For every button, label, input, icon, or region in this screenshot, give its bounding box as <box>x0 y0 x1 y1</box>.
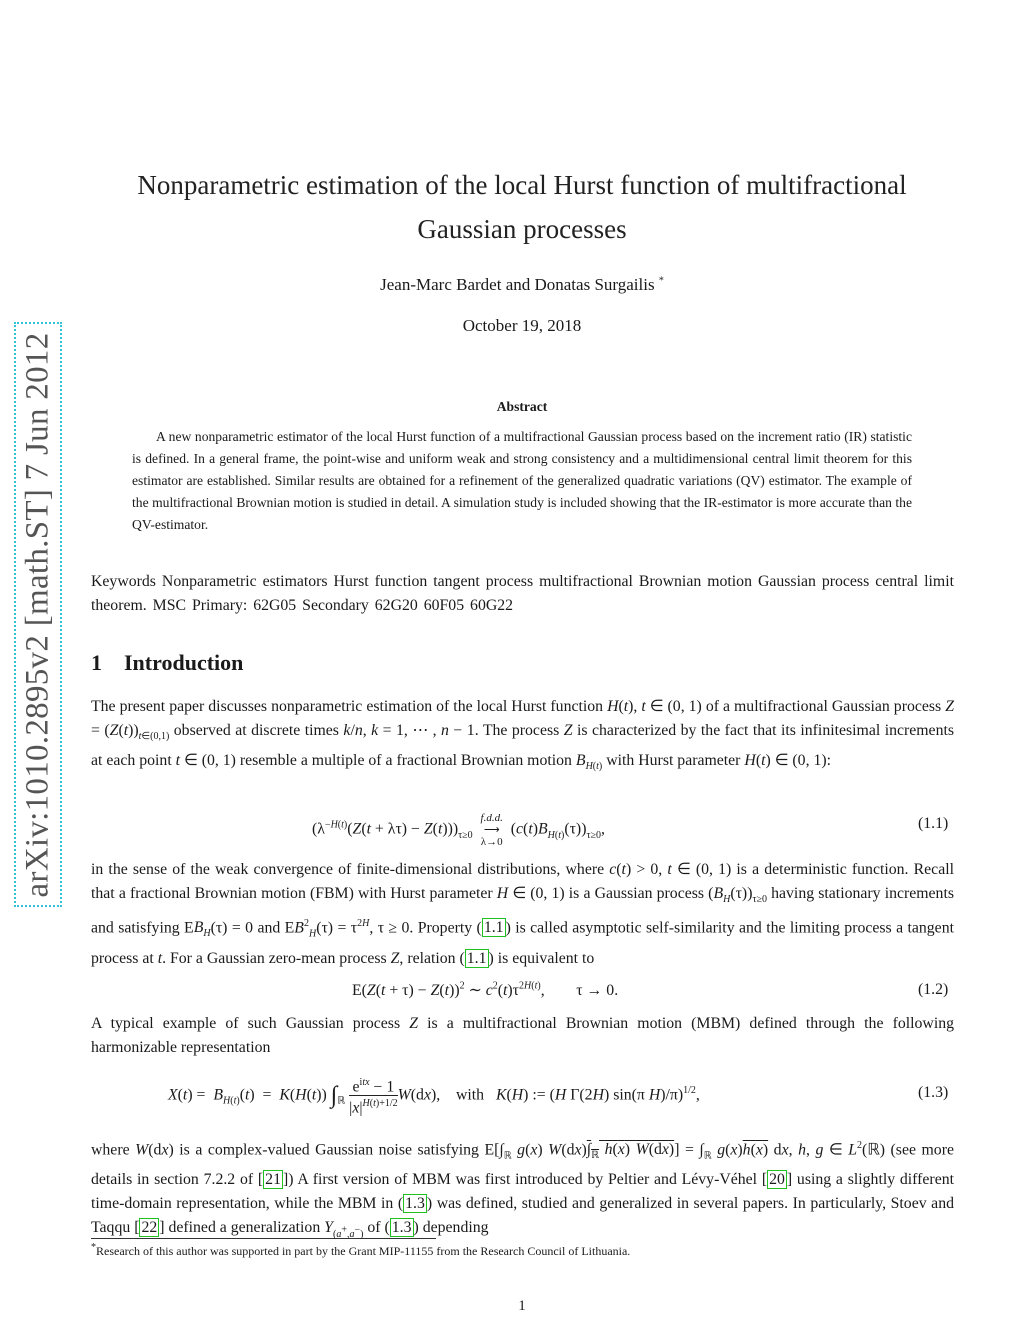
equation-number-1-1: (1.1) <box>918 815 949 832</box>
section-heading <box>91 650 243 676</box>
intro-paragraph-4: where W(dx) is a complex-valued Gaussian noise satisfying $E[\int_ℝ$ g(x) $W(dx)\int_ℝ$ h(x) $W(dx)] = \int_ℝ$ g(x)h(x) dx, h, g ∈ $L^2(ℝ)$ (see more details in section 7.2.2 of [ 21 ]) A first version of MBM was first introduced by Peltier and Lévy-Véhel [ 20 ] using a slightly different time-domain representation, while the MBM in ( 1.3 ) was defined, studied and generalized in several papers. In particularly, Stoev and Taqqu [ 22 ] defined a generalization $Y_{(a^+,a^-)}$ of ( 1.3 ) depending <box>91 1140 954 1240</box>
authors <box>90 275 954 295</box>
equation-number-1-3: (1.3) <box>918 1084 949 1101</box>
date: October 19, 2018 <box>462 316 582 335</box>
footnote <box>91 1242 954 1259</box>
footnote-rule <box>91 1238 436 1239</box>
intro-paragraph-2: in the sense of the weak convergence of finite-dimensional distributions, where c(t) > 0, t ∈ (0, 1) is a deterministic function. Recall that a fractional Brownian motion (FBM) with Hurst parameter H ∈ (0, 1) is a Gaussian process $(B_H(\tau))_{\tau\ge 0}$ having stationary increments and satisfying $EB_H(\tau) = 0$ and $EB^2_H(\tau) = \tau^{2H}$, τ ≥ 0. Property ( 1.1 ) is called asymptotic self-similarity and the limiting process a tangent process at t. For a Gaussian zero-mean process Z, relation ( 1.1 ) is equivalent to <box>91 861 954 967</box>
equation-1-1: $(\lambda^{-H(t)}(Z(t + \lambda\tau) - Z(t)))_{\tau\ge 0}$ f.d.d. ⟶ λ→0 $(c(t)B_{H(t)}(\tau))_{\tau\ge 0}$, <box>312 812 605 848</box>
equation-1-2: $E(Z(t + \tau) - Z(t))^2$ ∼ $c^2(t)\tau^{2H(t)}$, τ → 0. <box>352 980 619 999</box>
keywords: Keywords Nonparametric estimators Hurst function tangent process multifractional Brownian motion Gaussian process central limit theorem. MSC Primary: 62G05 Secondary 62G20 60F05 60G22 <box>91 573 954 614</box>
author-names: Jean-Marc Bardet and Donatas Surgailis <box>380 275 655 294</box>
section-number: 1 <box>91 650 102 675</box>
section-title: Introduction <box>124 650 244 675</box>
abstract-heading: Abstract <box>496 399 548 414</box>
arxiv-stamp <box>14 322 62 907</box>
intro-paragraph-1: The present paper discusses nonparametric estimation of the local Hurst function H(t), t ∈ (0, 1) of a multifractional Gaussian process $Z = (Z(t))_{t\in(0,1)}$ observed at discrete times k/n, k = 1, ⋯ , n − 1. The process Z is characterized by the fact that its infinitesimal increments at each point t ∈ (0, 1) resemble a multiple of a fractional Brownian motion $B_{H(t)}$ with Hurst parameter H(t) ∈ (0, 1): <box>91 698 955 773</box>
abstract-text: A new nonparametric estimator of the local Hurst function of a multifractional Gaussian process based on the increment ratio (IR) statistic is defined. In a general frame, the point-wise and uniform weak and strong consistency and a multidimensional central limit theorem for this estimator are established. Similar results are obtained for a refinement of the generalized quadratic variations (QV) estimator. The example of the multifractional Brownian motion is studied in detail. A simulation study is included showing that the IR-estimator is more accurate than the QV-estimator. <box>132 429 912 532</box>
author-footnote-mark: * <box>658 275 664 287</box>
footnote-text: Research of this author was supported in part by the Grant MIP-11155 from the Research Council of Lithuania. <box>96 1244 631 1258</box>
arxiv-id: arXiv:1010.2895v2 [math.ST] 7 Jun 2012 <box>19 331 56 898</box>
paper-title-line-1: Nonparametric estimation of the local Hurst function of multifractional <box>137 170 907 200</box>
intro-paragraph-3: A typical example of such Gaussian process Z is a multifractional Brownian motion (MBM) defined through the following harmonizable representation <box>91 1015 955 1056</box>
equation-number-1-2: (1.2) <box>918 981 949 998</box>
paper-title-line-2: Gaussian processes <box>417 214 627 244</box>
equation-1-3: $X(t) = B_{H(t)}(t) = K(H(t))$ $\int_ℝ$ $e^{itx} - 1$ $|x|^{H(t)+1/2}$ W(dx), with K(H) := (H Γ(2H) sin(π H)/π)$^{1/2}$, <box>168 1077 700 1117</box>
page-number: 1 <box>518 1298 526 1314</box>
footnote-mark: * <box>91 1242 96 1253</box>
